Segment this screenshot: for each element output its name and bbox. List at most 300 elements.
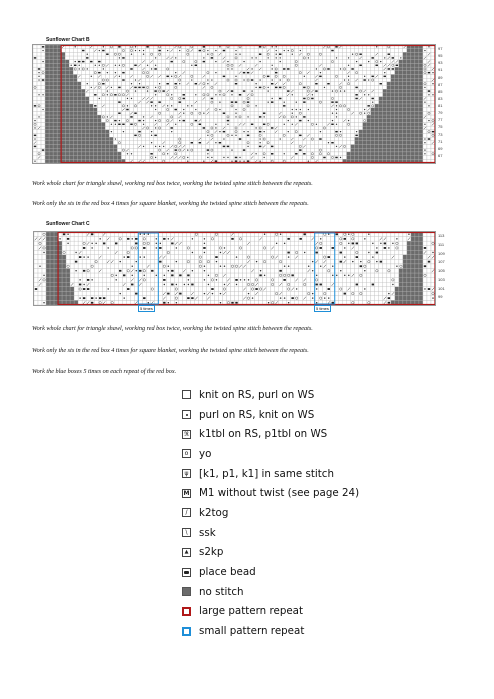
stitch-cell	[222, 259, 226, 264]
purl-mark	[432, 252, 433, 253]
purl-mark	[207, 153, 208, 154]
stitch-cell	[118, 246, 122, 251]
stitch-cell	[335, 250, 339, 255]
stitch-cell	[278, 89, 282, 93]
no-stitch-cell	[77, 130, 81, 134]
stitch-cell	[294, 111, 298, 115]
no-stitch-cell	[53, 111, 57, 115]
stitch-cell	[351, 71, 355, 75]
stitch-cell	[206, 264, 210, 269]
stitch-cell	[170, 259, 174, 264]
stitch-cell	[330, 134, 334, 138]
no-stitch-cell	[73, 82, 77, 86]
stitch-cell	[34, 259, 38, 264]
purl-mark	[159, 83, 160, 84]
purl-mark	[71, 65, 72, 66]
stitch-cell	[343, 75, 347, 79]
stitch-cell	[134, 130, 138, 134]
bead-mark	[118, 101, 120, 102]
stitch-cell	[190, 264, 194, 269]
stitch-cell	[306, 148, 310, 152]
stitch-cell	[146, 119, 150, 123]
no-stitch-cell	[403, 126, 407, 130]
stitch-cell	[105, 100, 109, 104]
no-stitch-cell	[419, 63, 423, 67]
no-stitch-cell	[383, 111, 387, 115]
no-stitch-cell	[109, 145, 113, 149]
purl-mark	[227, 61, 228, 62]
stitch-cell	[314, 137, 318, 141]
no-stitch-cell	[407, 52, 411, 56]
stitch-cell	[274, 78, 278, 82]
stitch-cell	[117, 82, 121, 86]
purl-mark	[239, 160, 240, 161]
stitch-cell	[246, 82, 250, 86]
stitch-cell	[194, 89, 198, 93]
stitch-cell	[186, 241, 190, 246]
no-stitch-cell	[105, 137, 109, 141]
stitch-cell	[246, 119, 250, 123]
stitch-cell	[238, 89, 242, 93]
no-stitch-cell	[81, 122, 85, 126]
stitch-cell	[150, 119, 154, 123]
no-stitch-cell	[69, 93, 73, 97]
stitch-cell	[170, 246, 174, 251]
stitch-cell	[170, 100, 174, 104]
no-stitch-cell	[57, 82, 61, 86]
no-stitch-cell	[399, 108, 403, 112]
stitch-cell	[278, 141, 282, 145]
no-stitch-cell	[411, 104, 415, 108]
stitch-cell	[186, 56, 190, 60]
stitch-cell	[198, 148, 202, 152]
no-stitch-cell	[81, 104, 85, 108]
stitch-cell	[318, 89, 322, 93]
purl-mark	[171, 94, 172, 95]
stitch-cell	[218, 119, 222, 123]
no-stitch-cell	[363, 126, 367, 130]
stitch-cell	[310, 52, 314, 56]
purl-mark	[296, 109, 297, 110]
stitch-cell	[182, 126, 186, 130]
stitch-cell	[190, 89, 194, 93]
stitch-cell	[258, 111, 262, 115]
stitch-cell	[343, 71, 347, 75]
bead-mark	[331, 50, 333, 51]
stitch-cell	[351, 60, 355, 64]
no-stitch-cell	[49, 52, 53, 56]
stitch-cell	[89, 97, 93, 101]
stitch-cell	[298, 89, 302, 93]
purl-mark	[107, 247, 108, 248]
purl-mark	[292, 113, 293, 114]
no-stitch-cell	[415, 97, 419, 101]
stitch-cell	[129, 56, 133, 60]
stitch-cell	[37, 134, 41, 138]
stitch-cell	[154, 82, 158, 86]
no-stitch-cell	[407, 56, 411, 60]
purl-mark	[136, 261, 137, 262]
stitch-cell	[74, 241, 78, 246]
purl-mark	[239, 157, 240, 158]
stitch-cell	[210, 122, 214, 126]
no-stitch-cell	[65, 134, 69, 138]
stitch-cell	[222, 104, 226, 108]
stitch-cell	[150, 137, 154, 141]
stitch-cell	[218, 49, 222, 53]
stitch-cell	[259, 246, 263, 251]
bead-mark	[267, 76, 269, 77]
stitch-cell	[302, 93, 306, 97]
stitch-cell	[379, 52, 383, 56]
no-stitch-cell	[403, 145, 407, 149]
stitch-cell	[214, 63, 218, 67]
stitch-cell	[371, 63, 375, 67]
stitch-cell	[298, 97, 302, 101]
no-stitch-cell	[375, 148, 379, 152]
no-stitch-cell	[407, 67, 411, 71]
stitch-cell	[206, 119, 210, 123]
stitch-cell	[351, 86, 355, 90]
stitch-cell	[326, 86, 330, 90]
no-stitch-cell	[403, 78, 407, 82]
stitch-cell	[383, 86, 387, 90]
bead-mark	[388, 68, 390, 69]
no-stitch-cell	[57, 148, 61, 152]
purl-mark	[348, 243, 349, 244]
stitch-cell	[109, 97, 113, 101]
no-stitch-cell	[61, 63, 65, 67]
stitch-cell	[367, 82, 371, 86]
bead-mark	[335, 46, 337, 47]
stitch-cell	[303, 246, 307, 251]
stitch-cell	[251, 246, 255, 251]
stitch-cell	[174, 93, 178, 97]
no-stitch-cell	[395, 78, 399, 82]
stitch-cell	[339, 75, 343, 79]
stitch-cell	[242, 63, 246, 67]
stitch-cell	[109, 104, 113, 108]
row-number: 75	[438, 124, 443, 130]
purl-mark	[192, 252, 193, 253]
stitch-cell	[399, 49, 403, 53]
stitch-cell	[302, 141, 306, 145]
no-stitch-cell	[49, 148, 53, 152]
stitch-cell	[93, 82, 97, 86]
stitch-cell	[307, 246, 311, 251]
no-stitch-cell	[45, 119, 49, 123]
no-stitch-cell	[359, 152, 363, 156]
stitch-cell	[202, 122, 206, 126]
bead-mark	[211, 98, 213, 99]
stitch-cell	[194, 86, 198, 90]
stitch-cell	[247, 255, 251, 260]
no-stitch-cell	[54, 250, 58, 255]
stitch-cell	[367, 255, 371, 260]
stitch-cell	[118, 241, 122, 246]
no-stitch-cell	[65, 126, 69, 130]
stitch-cell	[222, 141, 226, 145]
stitch-cell	[423, 237, 427, 242]
no-stitch-cell	[419, 104, 423, 108]
stitch-cell	[235, 259, 239, 264]
stitch-cell	[142, 75, 146, 79]
no-stitch-cell	[57, 119, 61, 123]
no-stitch-cell	[45, 134, 49, 138]
stitch-cell	[242, 145, 246, 149]
stitch-cell	[270, 148, 274, 152]
stitch-cell	[129, 71, 133, 75]
stitch-cell	[322, 111, 326, 115]
no-stitch-cell	[77, 145, 81, 149]
no-stitch-cell	[415, 104, 419, 108]
stitch-cell	[37, 86, 41, 90]
stitch-cell	[431, 108, 435, 112]
stitch-cell	[70, 246, 74, 251]
stitch-cell	[339, 126, 343, 130]
stitch-cell	[266, 145, 270, 149]
purl-mark	[107, 72, 108, 73]
purl-mark	[207, 79, 208, 80]
bead-mark	[98, 61, 100, 62]
purl-mark	[99, 238, 100, 239]
stitch-cell	[238, 141, 242, 145]
stitch-cell	[170, 89, 174, 93]
stitch-cell	[266, 115, 270, 119]
purl-mark	[235, 135, 236, 136]
stitch-cell	[278, 126, 282, 130]
no-stitch-cell	[77, 108, 81, 112]
stitch-cell	[242, 93, 246, 97]
bead-mark	[135, 238, 137, 240]
stitch-cell	[339, 255, 343, 260]
stitch-cell	[121, 115, 125, 119]
bead-mark	[183, 98, 185, 99]
stitch-cell	[182, 241, 186, 246]
stitch-cell	[81, 71, 85, 75]
no-stitch-cell	[359, 145, 363, 149]
purl-mark	[144, 256, 145, 257]
stitch-cell	[37, 111, 41, 115]
purl-mark	[259, 160, 260, 161]
stitch-cell	[266, 111, 270, 115]
purl-mark	[115, 65, 116, 66]
stitch-cell	[335, 82, 339, 86]
stitch-cell	[98, 264, 102, 269]
stitch-cell	[210, 104, 214, 108]
no-stitch-cell	[97, 119, 101, 123]
stitch-cell	[174, 137, 178, 141]
stitch-cell	[238, 100, 242, 104]
no-stitch-cell	[403, 119, 407, 123]
no-stitch-cell	[69, 145, 73, 149]
stitch-cell	[306, 156, 310, 160]
stitch-cell	[347, 67, 351, 71]
stitch-cell	[33, 63, 37, 67]
stitch-cell	[255, 264, 259, 269]
purl-mark	[268, 90, 269, 91]
stitch-cell	[109, 111, 113, 115]
stitch-cell	[262, 119, 266, 123]
stitch-cell	[330, 63, 334, 67]
stitch-cell	[226, 52, 230, 56]
stitch-cell	[286, 111, 290, 115]
stitch-cell	[198, 145, 202, 149]
stitch-cell	[214, 119, 218, 123]
stitch-cell	[246, 126, 250, 130]
stitch-cell	[214, 115, 218, 119]
no-stitch-cell	[419, 156, 423, 160]
purl-mark	[288, 131, 289, 132]
purl-mark	[67, 243, 68, 244]
stitch-cell	[270, 71, 274, 75]
stitch-cell	[379, 86, 383, 90]
no-stitch-cell	[77, 156, 81, 160]
purl-mark	[159, 146, 160, 147]
no-stitch-cell	[403, 130, 407, 134]
stitch-cell	[42, 241, 46, 246]
bead-mark	[279, 53, 281, 54]
stitch-cell	[294, 75, 298, 79]
stitch-cell	[218, 255, 222, 260]
stitch-cell	[347, 250, 351, 255]
stitch-cell	[250, 130, 254, 134]
no-stitch-cell	[411, 82, 415, 86]
stitch-cell	[222, 119, 226, 123]
no-stitch-cell	[65, 97, 69, 101]
stitch-cell	[178, 237, 182, 242]
stitch-cell	[254, 67, 258, 71]
bead-mark	[316, 252, 318, 254]
stitch-cell	[314, 100, 318, 104]
purl-mark	[284, 243, 285, 244]
no-stitch-cell	[363, 145, 367, 149]
no-stitch-cell	[105, 134, 109, 138]
no-stitch-cell	[395, 119, 399, 123]
stitch-cell	[206, 255, 210, 260]
no-stitch-cell	[355, 141, 359, 145]
stitch-cell	[330, 86, 334, 90]
row-number: 73	[438, 131, 443, 137]
stitch-cell	[323, 255, 327, 260]
bead-mark	[428, 261, 430, 263]
stitch-cell	[89, 67, 93, 71]
stitch-cell	[194, 137, 198, 141]
stitch-cell	[210, 259, 214, 264]
purl-mark	[111, 87, 112, 88]
purl-mark	[340, 131, 341, 132]
no-stitch-cell	[101, 141, 105, 145]
no-stitch-cell	[49, 71, 53, 75]
stitch-cell	[38, 259, 42, 264]
bead-mark	[303, 116, 305, 117]
stitch-cell	[126, 264, 130, 269]
stitch-cell	[113, 89, 117, 93]
stitch-cell	[290, 145, 294, 149]
bead-mark	[319, 76, 321, 77]
stitch-cell	[134, 145, 138, 149]
no-stitch-cell	[371, 122, 375, 126]
stitch-cell	[282, 126, 286, 130]
no-stitch-cell	[407, 104, 411, 108]
stitch-cell	[210, 111, 214, 115]
purl-mark	[255, 83, 256, 84]
stitch-cell	[278, 156, 282, 160]
stitch-cell	[235, 246, 239, 251]
no-stitch-cell	[403, 75, 407, 79]
no-stitch-cell	[403, 56, 407, 60]
stitch-cell	[290, 152, 294, 156]
no-stitch-cell	[419, 119, 423, 123]
stitch-cell	[174, 126, 178, 130]
stitch-cell	[234, 137, 238, 141]
stitch-cell	[359, 126, 363, 130]
stitch-cell	[262, 97, 266, 101]
stitch-cell	[314, 119, 318, 123]
stitch-cell	[125, 75, 129, 79]
purl-mark	[131, 83, 132, 84]
purl-mark	[231, 160, 232, 161]
stitch-cell	[166, 97, 170, 101]
no-stitch-cell	[367, 148, 371, 152]
stitch-cell	[326, 89, 330, 93]
stitch-cell	[306, 63, 310, 67]
no-stitch-cell	[45, 100, 49, 104]
stitch-cell	[395, 241, 399, 246]
stitch-cell	[294, 145, 298, 149]
stitch-cell	[190, 259, 194, 264]
no-stitch-cell	[73, 89, 77, 93]
no-stitch-cell	[419, 108, 423, 112]
stitch-cell	[286, 145, 290, 149]
no-stitch-cell	[407, 93, 411, 97]
bead-mark	[134, 87, 136, 88]
purl-mark	[38, 72, 39, 73]
stitch-cell	[121, 126, 125, 130]
stitch-cell	[335, 86, 339, 90]
stitch-cell	[339, 237, 343, 242]
stitch-cell	[274, 111, 278, 115]
stitch-cell	[290, 130, 294, 134]
no-stitch-cell	[375, 130, 379, 134]
stitch-cell	[322, 97, 326, 101]
stitch-cell	[101, 86, 105, 90]
purl-mark	[264, 234, 265, 235]
stitch-cell	[134, 67, 138, 71]
stitch-cell	[129, 104, 133, 108]
no-stitch-cell	[403, 255, 407, 260]
stitch-cell	[138, 111, 142, 115]
stitch-cell	[255, 246, 259, 251]
bead-mark	[367, 105, 369, 106]
stitch-cell	[121, 97, 125, 101]
no-stitch-cell	[57, 52, 61, 56]
stitch-cell	[254, 137, 258, 141]
stitch-cell	[230, 122, 234, 126]
no-stitch-cell	[73, 78, 77, 82]
no-stitch-cell	[45, 93, 49, 97]
stitch-cell	[330, 148, 334, 152]
no-stitch-cell	[419, 49, 423, 53]
stitch-cell	[94, 255, 98, 260]
purl-mark	[219, 94, 220, 95]
stitch-cell	[194, 241, 198, 246]
stitch-cell	[146, 130, 150, 134]
no-stitch-cell	[69, 137, 73, 141]
row-number: 93	[438, 60, 443, 66]
stitch-cell	[37, 49, 41, 53]
stitch-cell	[89, 82, 93, 86]
